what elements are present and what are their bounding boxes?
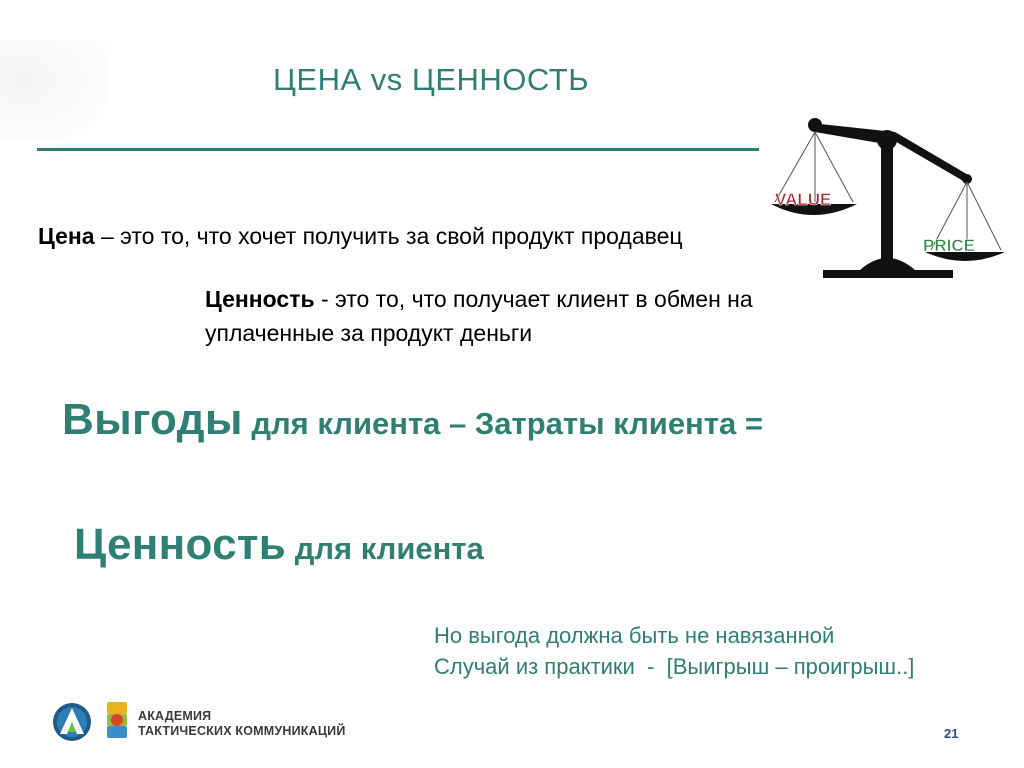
price-term: Цена [38, 223, 95, 249]
footer-org-line-1: АКАДЕМИЯ [138, 709, 212, 723]
formula-value: Ценность [74, 520, 287, 569]
balance-scale-icon [765, 110, 1005, 285]
note-line-2: Случай из практики - [Выигрыш – проигрыш..] [434, 654, 915, 679]
corner-decoration [0, 40, 110, 140]
formula-benefits: Выгоды [62, 395, 243, 444]
value-label: VALUE [775, 190, 832, 209]
footer-org-line-2: ТАКТИЧЕСКИХ КОММУНИКАЦИЙ [138, 724, 346, 738]
page-number: 21 [944, 726, 959, 741]
value-definition [205, 282, 785, 350]
value-definition-text: - это то, что получает клиент в обмен на уплаченные за продукт деньги [205, 286, 753, 346]
formula-costs: для клиента – Затраты клиента = [242, 406, 763, 441]
value-term: Ценность [205, 286, 315, 312]
formula-for-client: для клиента [286, 531, 484, 566]
note-line-1: Но выгода должна быть не навязанной [434, 623, 835, 648]
price-definition-text: – это то, что хочет получить за свой продукт продавец [94, 223, 683, 249]
formula-line-2 [74, 520, 484, 570]
title-divider [37, 148, 759, 151]
price-definition [38, 222, 738, 251]
slide-title: ЦЕНА vs ЦЕННОСТЬ [273, 62, 590, 97]
badge-icon [104, 700, 130, 740]
price-label: PRICE [923, 236, 975, 255]
footer-organization [138, 709, 346, 739]
academy-logo-icon [52, 702, 92, 742]
note-block [434, 620, 914, 682]
formula-line-1 [62, 395, 763, 445]
